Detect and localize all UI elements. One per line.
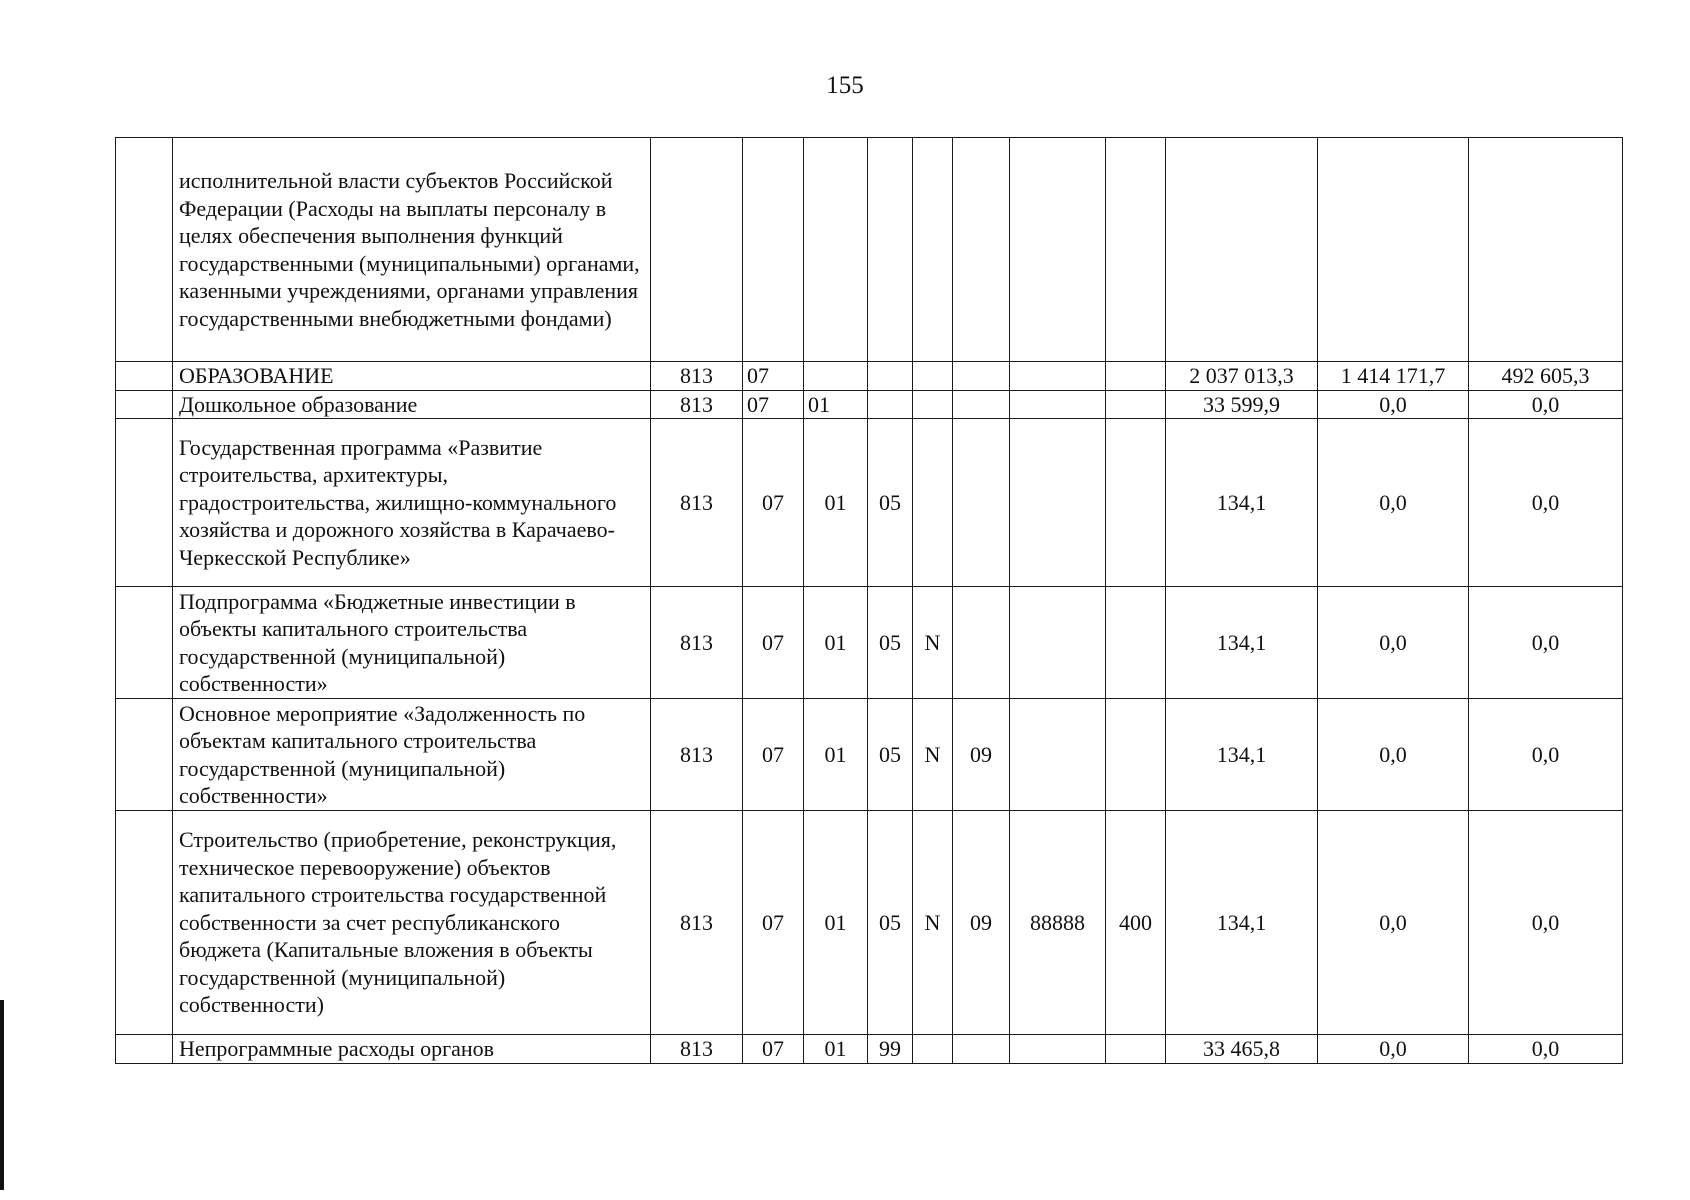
row-index-cell	[116, 699, 173, 811]
col-amount-1: 134,1	[1166, 699, 1318, 811]
col-activity	[953, 1035, 1010, 1064]
col-direction	[1010, 419, 1106, 587]
col-activity	[953, 587, 1010, 699]
row-index-cell	[116, 390, 173, 419]
col-program: 05	[868, 699, 913, 811]
col-section: 07	[743, 362, 804, 391]
col-ministry	[651, 138, 743, 362]
col-activity	[953, 390, 1010, 419]
row-name: Подпрограмма «Бюджетные инвестиции в объекты капитального строительства государственной (муниципальной) собственности»	[173, 587, 651, 699]
col-expense-type	[1106, 138, 1166, 362]
row-name: Строительство (приобретение, реконструкция, техническое перевооружение) объектов капитального строительства государственной собственности за счет республиканского бюджета (Капитальные вложения в объекты государственной (муниципальной) собственности)	[173, 811, 651, 1035]
col-ministry: 813	[651, 587, 743, 699]
col-amount-1: 33 599,9	[1166, 390, 1318, 419]
col-amount-2: 0,0	[1318, 587, 1469, 699]
col-expense-type	[1106, 699, 1166, 811]
col-ministry: 813	[651, 699, 743, 811]
col-amount-3: 0,0	[1469, 811, 1623, 1035]
col-amount-1: 134,1	[1166, 419, 1318, 587]
col-subprogram	[913, 390, 953, 419]
col-subsection	[804, 362, 868, 391]
margin-line	[0, 1000, 4, 1190]
table-row	[116, 587, 1623, 699]
col-amount-1: 2 037 013,3	[1166, 362, 1318, 391]
row-index-cell	[116, 587, 173, 699]
col-expense-type	[1106, 419, 1166, 587]
col-amount-1: 134,1	[1166, 587, 1318, 699]
col-activity	[953, 362, 1010, 391]
col-section: 07	[743, 587, 804, 699]
col-activity	[953, 419, 1010, 587]
col-amount-3	[1469, 138, 1623, 362]
col-subprogram: N	[913, 811, 953, 1035]
col-section	[743, 138, 804, 362]
col-amount-3: 0,0	[1469, 699, 1623, 811]
col-program	[868, 138, 913, 362]
col-direction	[1010, 699, 1106, 811]
col-amount-3: 0,0	[1469, 587, 1623, 699]
row-index-cell	[116, 419, 173, 587]
col-section: 07	[743, 419, 804, 587]
row-name: Государственная программа «Развитие строительства, архитектуры, градостроительства, жилищно-коммунального хозяйства и дорожного хозяйства в Карачаево-Черкесской Республике»	[173, 419, 651, 587]
col-direction	[1010, 390, 1106, 419]
col-amount-3: 0,0	[1469, 1035, 1623, 1064]
col-subsection: 01	[804, 699, 868, 811]
row-index-cell	[116, 138, 173, 362]
col-program: 05	[868, 587, 913, 699]
col-ministry: 813	[651, 419, 743, 587]
col-program: 05	[868, 811, 913, 1035]
col-program	[868, 390, 913, 419]
row-name: Непрограммные расходы органов	[173, 1035, 651, 1064]
col-ministry: 813	[651, 1035, 743, 1064]
col-subsection: 01	[804, 1035, 868, 1064]
row-name: Дошкольное образование	[173, 390, 651, 419]
row-name: исполнительной власти субъектов Российской Федерации (Расходы на выплаты персоналу в целях обеспечения выполнения функций государственными (муниципальными) органами, казенными учреждениями, органами управления государственными внебюджетными фондами)	[173, 138, 651, 362]
table-row	[116, 362, 1623, 391]
row-name: Основное мероприятие «Задолженность по объектам капитального строительства государственной (муниципальной) собственности»	[173, 699, 651, 811]
row-name: ОБРАЗОВАНИЕ	[173, 362, 651, 391]
col-amount-2: 0,0	[1318, 419, 1469, 587]
budget-table	[115, 137, 1623, 1064]
page-number: 155	[826, 72, 864, 99]
col-expense-type	[1106, 1035, 1166, 1064]
row-index-cell	[116, 1035, 173, 1064]
col-section: 07	[743, 1035, 804, 1064]
table-row	[116, 1035, 1623, 1064]
col-expense-type	[1106, 362, 1166, 391]
col-ministry: 813	[651, 362, 743, 391]
col-section: 07	[743, 390, 804, 419]
col-amount-3: 492 605,3	[1469, 362, 1623, 391]
col-program: 99	[868, 1035, 913, 1064]
table-row	[116, 699, 1623, 811]
col-section: 07	[743, 811, 804, 1035]
col-subprogram: N	[913, 587, 953, 699]
col-amount-2: 1 414 171,7	[1318, 362, 1469, 391]
col-amount-2	[1318, 138, 1469, 362]
row-index-cell	[116, 811, 173, 1035]
row-index-cell	[116, 362, 173, 391]
col-subprogram	[913, 362, 953, 391]
col-subsection	[804, 138, 868, 362]
col-ministry: 813	[651, 811, 743, 1035]
col-amount-1: 134,1	[1166, 811, 1318, 1035]
col-program: 05	[868, 419, 913, 587]
col-amount-2: 0,0	[1318, 699, 1469, 811]
col-expense-type	[1106, 390, 1166, 419]
table-row	[116, 419, 1623, 587]
col-program	[868, 362, 913, 391]
col-subprogram	[913, 419, 953, 587]
col-amount-2: 0,0	[1318, 811, 1469, 1035]
col-amount-3: 0,0	[1469, 419, 1623, 587]
col-direction	[1010, 587, 1106, 699]
col-ministry: 813	[651, 390, 743, 419]
table-row	[116, 811, 1623, 1035]
col-amount-2: 0,0	[1318, 1035, 1469, 1064]
col-activity: 09	[953, 699, 1010, 811]
col-activity	[953, 138, 1010, 362]
col-direction	[1010, 362, 1106, 391]
col-amount-2: 0,0	[1318, 390, 1469, 419]
col-direction: 88888	[1010, 811, 1106, 1035]
col-subsection: 01	[804, 419, 868, 587]
col-amount-1: 33 465,8	[1166, 1035, 1318, 1064]
col-expense-type	[1106, 587, 1166, 699]
col-subprogram	[913, 138, 953, 362]
col-subsection: 01	[804, 811, 868, 1035]
col-subsection: 01	[804, 390, 868, 419]
table-row	[116, 390, 1623, 419]
col-expense-type: 400	[1106, 811, 1166, 1035]
col-subsection: 01	[804, 587, 868, 699]
col-subprogram	[913, 1035, 953, 1064]
col-section: 07	[743, 699, 804, 811]
col-subprogram: N	[913, 699, 953, 811]
col-direction	[1010, 1035, 1106, 1064]
col-amount-3: 0,0	[1469, 390, 1623, 419]
col-direction	[1010, 138, 1106, 362]
col-activity: 09	[953, 811, 1010, 1035]
table-row	[116, 138, 1623, 362]
col-amount-1	[1166, 138, 1318, 362]
